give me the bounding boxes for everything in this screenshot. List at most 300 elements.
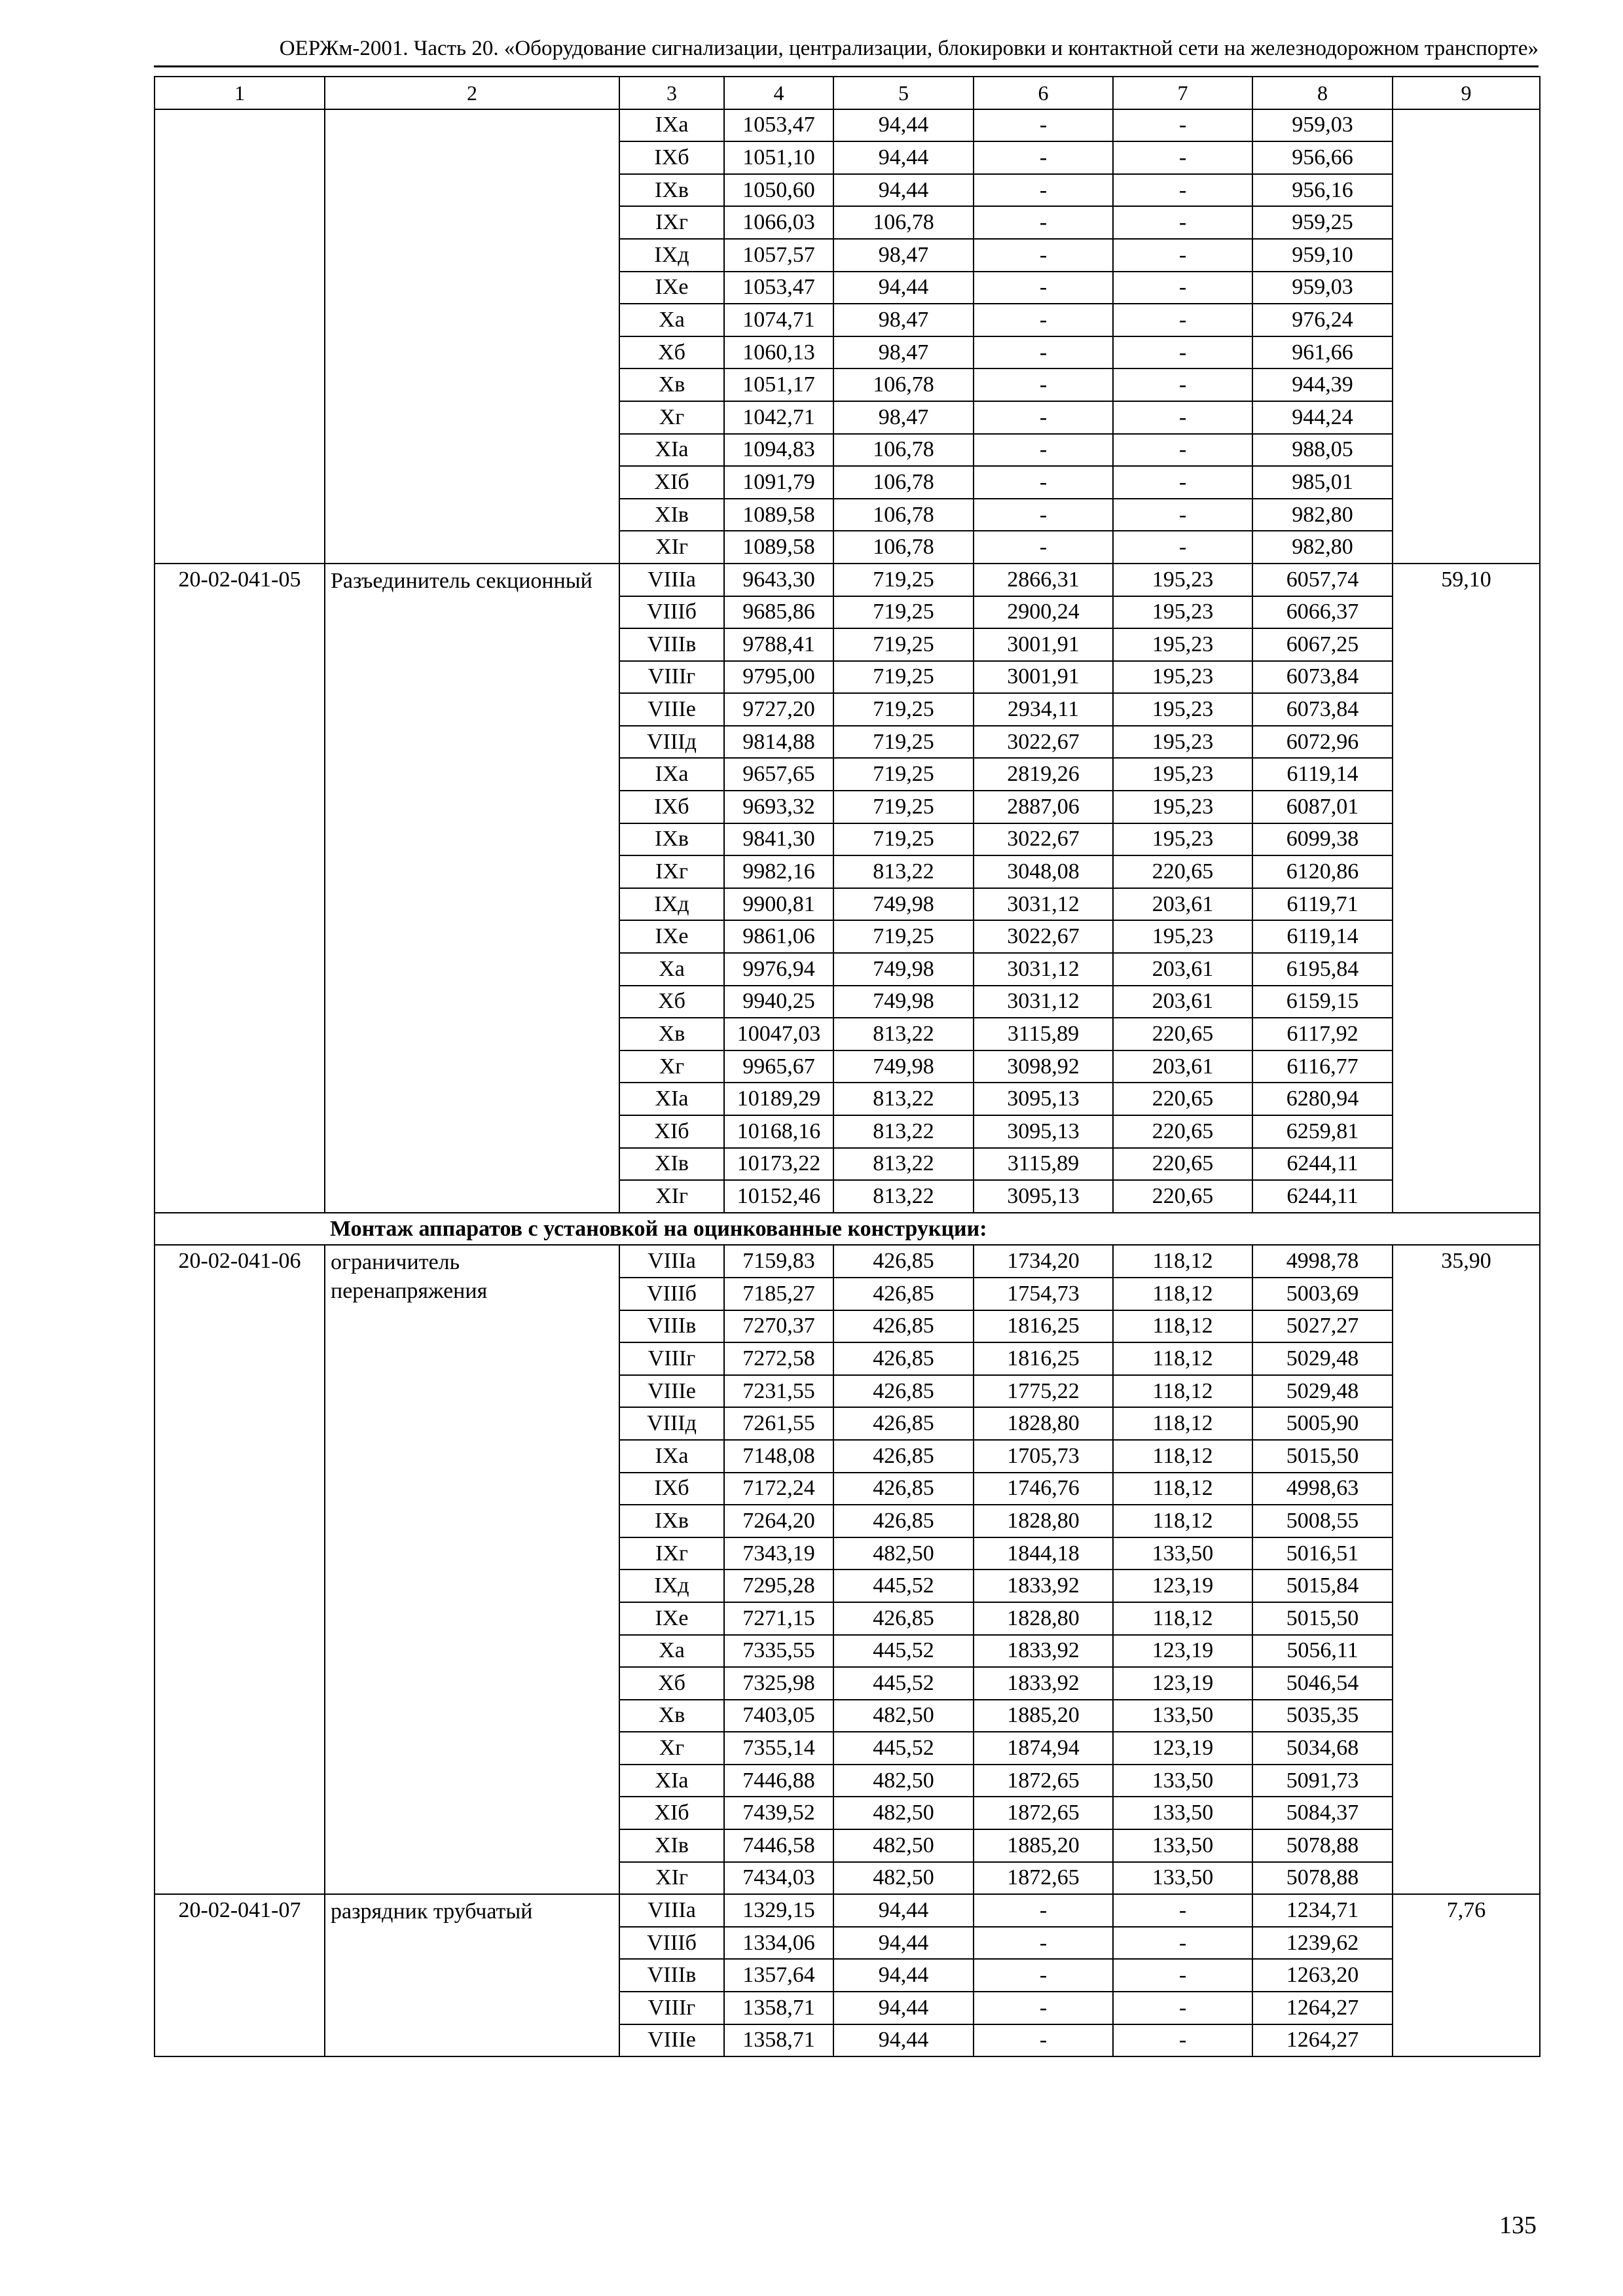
zone-code: XIб [619, 1797, 724, 1829]
machine-costs: 2900,24 [974, 596, 1113, 629]
machine-costs: - [974, 499, 1113, 531]
zone-code: IXа [619, 1440, 724, 1473]
machine-costs: 3031,12 [974, 986, 1113, 1018]
labor-wages: 94,44 [833, 2024, 974, 2057]
column-number: 8 [1252, 77, 1393, 109]
machinist-wages: 123,19 [1113, 1732, 1252, 1765]
machinist-wages: 118,12 [1113, 1278, 1252, 1310]
section-heading: Монтаж аппаратов с установкой на оцинкованные конструкции: [325, 1213, 1540, 1246]
zone-code: XIв [619, 499, 724, 531]
direct-costs: 9693,32 [724, 791, 833, 823]
zone-code: XIб [619, 1115, 724, 1148]
materials-costs: 6099,38 [1252, 823, 1393, 856]
rate-code [155, 109, 325, 564]
section-heading-row [155, 1213, 1540, 1246]
materials-costs: 6073,84 [1252, 661, 1393, 694]
direct-costs: 1066,03 [724, 206, 833, 239]
zone-code: Xг [619, 401, 724, 434]
labor-wages: 98,47 [833, 239, 974, 272]
direct-costs: 7270,37 [724, 1310, 833, 1343]
materials-costs: 5027,27 [1252, 1310, 1393, 1343]
labor-wages: 106,78 [833, 206, 974, 239]
zone-code: XIг [619, 1180, 724, 1213]
labor-wages: 94,44 [833, 1992, 974, 2024]
rate-code: 20-02-041-05 [155, 564, 325, 1213]
machinist-wages: 123,19 [1113, 1667, 1252, 1700]
zone-code: Xа [619, 953, 724, 986]
direct-costs: 9841,30 [724, 823, 833, 856]
machine-costs: 2819,26 [974, 758, 1113, 791]
direct-costs: 1053,47 [724, 272, 833, 304]
machine-costs: 1705,73 [974, 1440, 1113, 1473]
zone-code: XIг [619, 1862, 724, 1895]
zone-code: VIIIг [619, 1342, 724, 1375]
machine-costs: 2866,31 [974, 564, 1113, 596]
materials-costs: 985,01 [1252, 466, 1393, 499]
labor-wages: 719,25 [833, 758, 974, 791]
machinist-wages: 118,12 [1113, 1375, 1252, 1408]
materials-costs: 956,66 [1252, 141, 1393, 174]
materials-costs: 961,66 [1252, 336, 1393, 369]
zone-code: Xа [619, 1635, 724, 1668]
machinist-wages: 220,65 [1113, 1148, 1252, 1181]
zone-code: XIа [619, 1765, 724, 1797]
zone-code: IXа [619, 758, 724, 791]
labor-wages: 445,52 [833, 1667, 974, 1700]
materials-costs: 5015,50 [1252, 1440, 1393, 1473]
materials-costs: 6087,01 [1252, 791, 1393, 823]
materials-costs: 6120,86 [1252, 855, 1393, 888]
zone-code: VIIIе [619, 2024, 724, 2057]
labor-wages: 445,52 [833, 1570, 974, 1602]
materials-costs: 4998,63 [1252, 1473, 1393, 1505]
direct-costs: 7446,88 [724, 1765, 833, 1797]
materials-costs: 6073,84 [1252, 693, 1393, 726]
machine-costs: 3095,13 [974, 1180, 1113, 1213]
materials-costs: 6244,11 [1252, 1180, 1393, 1213]
materials-costs: 5005,90 [1252, 1407, 1393, 1440]
zone-code: IXв [619, 823, 724, 856]
materials-costs: 959,10 [1252, 239, 1393, 272]
page-number: 135 [1499, 2212, 1537, 2239]
zone-code: VIIIа [619, 1245, 724, 1278]
labor-wages: 719,25 [833, 726, 974, 759]
machinist-wages: 195,23 [1113, 758, 1252, 791]
machinist-wages: - [1113, 109, 1252, 142]
machine-costs: - [974, 531, 1113, 564]
labor-hours [1393, 109, 1540, 564]
machinist-wages: - [1113, 336, 1252, 369]
machine-costs: 1844,18 [974, 1537, 1113, 1570]
table-row [155, 109, 1540, 142]
machine-costs: - [974, 1927, 1113, 1960]
machine-costs: 1872,65 [974, 1862, 1113, 1895]
column-number: 3 [619, 77, 724, 109]
machine-costs: 3115,89 [974, 1148, 1113, 1181]
direct-costs: 7231,55 [724, 1375, 833, 1408]
work-name: разрядник трубчатый [325, 1894, 619, 2056]
direct-costs: 7271,15 [724, 1602, 833, 1635]
zone-code: IXб [619, 1473, 724, 1505]
direct-costs: 7434,03 [724, 1862, 833, 1895]
machine-costs: 1828,80 [974, 1407, 1113, 1440]
machine-costs: 1828,80 [974, 1505, 1113, 1537]
labor-wages: 94,44 [833, 141, 974, 174]
direct-costs: 1042,71 [724, 401, 833, 434]
machine-costs: - [974, 368, 1113, 401]
zone-code: IXд [619, 1570, 724, 1602]
machine-costs: 3022,67 [974, 823, 1113, 856]
materials-costs: 5078,88 [1252, 1862, 1393, 1895]
materials-costs: 5084,37 [1252, 1797, 1393, 1829]
labor-wages: 749,98 [833, 1050, 974, 1083]
direct-costs: 9976,94 [724, 953, 833, 986]
machinist-wages: - [1113, 304, 1252, 336]
machine-costs: 1775,22 [974, 1375, 1113, 1408]
zone-code: VIIIв [619, 1959, 724, 1992]
machine-costs: 1828,80 [974, 1602, 1113, 1635]
direct-costs: 9940,25 [724, 986, 833, 1018]
direct-costs: 7185,27 [724, 1278, 833, 1310]
machine-costs: 1833,92 [974, 1667, 1113, 1700]
direct-costs: 7325,98 [724, 1667, 833, 1700]
direct-costs: 9727,20 [724, 693, 833, 726]
zone-code: Xв [619, 368, 724, 401]
column-number: 2 [325, 77, 619, 109]
machinist-wages: 220,65 [1113, 1180, 1252, 1213]
zone-code: Xб [619, 986, 724, 1018]
labor-wages: 426,85 [833, 1342, 974, 1375]
machinist-wages: - [1113, 272, 1252, 304]
labor-wages: 94,44 [833, 1959, 974, 1992]
materials-costs: 4998,78 [1252, 1245, 1393, 1278]
labor-wages: 106,78 [833, 466, 974, 499]
machinist-wages: - [1113, 368, 1252, 401]
direct-costs: 10173,22 [724, 1148, 833, 1181]
zone-code: VIIIе [619, 693, 724, 726]
direct-costs: 9643,30 [724, 564, 833, 596]
machinist-wages: 118,12 [1113, 1342, 1252, 1375]
machine-costs: - [974, 434, 1113, 467]
machinist-wages: 195,23 [1113, 920, 1252, 953]
zone-code: VIIIа [619, 564, 724, 596]
direct-costs: 1057,57 [724, 239, 833, 272]
machinist-wages: 203,61 [1113, 1050, 1252, 1083]
zone-code: IXг [619, 1537, 724, 1570]
machine-costs: - [974, 401, 1113, 434]
column-number-row [155, 77, 1540, 109]
table-row [155, 1894, 1540, 1927]
direct-costs: 9657,65 [724, 758, 833, 791]
materials-costs: 976,24 [1252, 304, 1393, 336]
materials-costs: 6057,74 [1252, 564, 1393, 596]
materials-costs: 6066,37 [1252, 596, 1393, 629]
materials-costs: 6072,96 [1252, 726, 1393, 759]
work-name: ограничитель перенапряжения [325, 1245, 619, 1894]
direct-costs: 9814,88 [724, 726, 833, 759]
direct-costs: 7272,58 [724, 1342, 833, 1375]
direct-costs: 10047,03 [724, 1018, 833, 1050]
direct-costs: 9861,06 [724, 920, 833, 953]
direct-costs: 1334,06 [724, 1927, 833, 1960]
labor-wages: 106,78 [833, 368, 974, 401]
machine-costs: 1746,76 [974, 1473, 1113, 1505]
materials-costs: 5035,35 [1252, 1700, 1393, 1732]
machinist-wages: 133,50 [1113, 1862, 1252, 1895]
machinist-wages: 118,12 [1113, 1505, 1252, 1537]
direct-costs: 9900,81 [724, 888, 833, 921]
machine-costs: - [974, 272, 1113, 304]
labor-wages: 813,22 [833, 1180, 974, 1213]
zone-code: XIв [619, 1148, 724, 1181]
labor-wages: 426,85 [833, 1310, 974, 1343]
machine-costs: - [974, 2024, 1113, 2057]
machine-costs: 3022,67 [974, 920, 1113, 953]
machinist-wages: 195,23 [1113, 661, 1252, 694]
materials-costs: 1264,27 [1252, 1992, 1393, 2024]
machinist-wages: 195,23 [1113, 628, 1252, 661]
materials-costs: 5034,68 [1252, 1732, 1393, 1765]
machine-costs: - [974, 109, 1113, 142]
labor-wages: 482,50 [833, 1537, 974, 1570]
column-number: 5 [833, 77, 974, 109]
machinist-wages: - [1113, 239, 1252, 272]
machinist-wages: 133,50 [1113, 1537, 1252, 1570]
machine-costs: - [974, 239, 1113, 272]
zone-code: VIIIд [619, 726, 724, 759]
materials-costs: 982,80 [1252, 531, 1393, 564]
machine-costs: - [974, 304, 1113, 336]
materials-costs: 959,03 [1252, 272, 1393, 304]
machine-costs: - [974, 336, 1113, 369]
materials-costs: 5029,48 [1252, 1342, 1393, 1375]
materials-costs: 5015,84 [1252, 1570, 1393, 1602]
labor-wages: 426,85 [833, 1407, 974, 1440]
zone-code: IXе [619, 920, 724, 953]
materials-costs: 6119,71 [1252, 888, 1393, 921]
materials-costs: 6259,81 [1252, 1115, 1393, 1148]
labor-wages: 445,52 [833, 1635, 974, 1668]
machinist-wages: 195,23 [1113, 726, 1252, 759]
header-rule [154, 65, 1539, 67]
machine-costs: - [974, 1992, 1113, 2024]
machinist-wages: 118,12 [1113, 1407, 1252, 1440]
machinist-wages: 195,23 [1113, 823, 1252, 856]
machinist-wages: 118,12 [1113, 1245, 1252, 1278]
machine-costs: 3098,92 [974, 1050, 1113, 1083]
labor-wages: 719,25 [833, 920, 974, 953]
machinist-wages: - [1113, 499, 1252, 531]
zone-code: VIIIд [619, 1407, 724, 1440]
labor-wages: 445,52 [833, 1732, 974, 1765]
zone-code: XIа [619, 1083, 724, 1115]
materials-costs: 6116,77 [1252, 1050, 1393, 1083]
direct-costs: 9965,67 [724, 1050, 833, 1083]
zone-code: IXа [619, 109, 724, 142]
machine-costs: 3095,13 [974, 1115, 1113, 1148]
zone-code: VIIIа [619, 1894, 724, 1927]
machine-costs: 3031,12 [974, 888, 1113, 921]
direct-costs: 1357,64 [724, 1959, 833, 1992]
labor-wages: 106,78 [833, 499, 974, 531]
labor-wages: 426,85 [833, 1473, 974, 1505]
labor-wages: 426,85 [833, 1602, 974, 1635]
machinist-wages: - [1113, 466, 1252, 499]
zone-code: XIа [619, 434, 724, 467]
rates-table-body [155, 77, 1540, 2056]
zone-code: XIб [619, 466, 724, 499]
direct-costs: 7261,55 [724, 1407, 833, 1440]
direct-costs: 7264,20 [724, 1505, 833, 1537]
labor-wages: 719,25 [833, 596, 974, 629]
direct-costs: 7446,58 [724, 1829, 833, 1862]
rate-code: 20-02-041-06 [155, 1245, 325, 1894]
labor-wages: 98,47 [833, 336, 974, 369]
labor-hours: 35,90 [1393, 1245, 1540, 1894]
materials-costs: 959,25 [1252, 206, 1393, 239]
materials-costs: 6119,14 [1252, 920, 1393, 953]
machinist-wages: - [1113, 206, 1252, 239]
direct-costs: 1060,13 [724, 336, 833, 369]
direct-costs: 1051,10 [724, 141, 833, 174]
zone-code: VIIIб [619, 1927, 724, 1960]
materials-costs: 944,24 [1252, 401, 1393, 434]
labor-wages: 94,44 [833, 174, 974, 207]
materials-costs: 6195,84 [1252, 953, 1393, 986]
direct-costs: 7343,19 [724, 1537, 833, 1570]
materials-costs: 5029,48 [1252, 1375, 1393, 1408]
work-name [325, 109, 619, 564]
machine-costs: 1872,65 [974, 1765, 1113, 1797]
zone-code: VIIIб [619, 596, 724, 629]
labor-wages: 719,25 [833, 628, 974, 661]
labor-wages: 426,85 [833, 1375, 974, 1408]
machinist-wages: 123,19 [1113, 1635, 1252, 1668]
zone-code: IXг [619, 855, 724, 888]
zone-code: IXд [619, 888, 724, 921]
running-header: ОЕРЖм-2001. Часть 20. «Оборудование сигнализации, централизации, блокировки и контактной сети на железнодорожном транспорте» [279, 37, 1539, 60]
zone-code: IXе [619, 1602, 724, 1635]
machine-costs: 1885,20 [974, 1700, 1113, 1732]
labor-wages: 719,25 [833, 564, 974, 596]
machinist-wages: 220,65 [1113, 1083, 1252, 1115]
direct-costs: 1074,71 [724, 304, 833, 336]
direct-costs: 9982,16 [724, 855, 833, 888]
machinist-wages: - [1113, 174, 1252, 207]
zone-code: Xб [619, 1667, 724, 1700]
materials-costs: 956,16 [1252, 174, 1393, 207]
zone-code: VIIIг [619, 661, 724, 694]
machine-costs: - [974, 1894, 1113, 1927]
direct-costs: 9795,00 [724, 661, 833, 694]
labor-wages: 482,50 [833, 1829, 974, 1862]
zone-code: VIIIг [619, 1992, 724, 2024]
machinist-wages: - [1113, 1894, 1252, 1927]
direct-costs: 1089,58 [724, 499, 833, 531]
zone-code: IXе [619, 272, 724, 304]
labor-wages: 813,22 [833, 1148, 974, 1181]
materials-costs: 988,05 [1252, 434, 1393, 467]
column-number: 1 [155, 77, 325, 109]
labor-wages: 482,50 [833, 1797, 974, 1829]
machinist-wages: 118,12 [1113, 1473, 1252, 1505]
zone-code: VIIIб [619, 1278, 724, 1310]
materials-costs: 5008,55 [1252, 1505, 1393, 1537]
direct-costs: 7295,28 [724, 1570, 833, 1602]
labor-hours: 59,10 [1393, 564, 1540, 1213]
machine-costs: 3095,13 [974, 1083, 1113, 1115]
labor-wages: 94,44 [833, 272, 974, 304]
materials-costs: 5091,73 [1252, 1765, 1393, 1797]
direct-costs: 7148,08 [724, 1440, 833, 1473]
direct-costs: 7439,52 [724, 1797, 833, 1829]
labor-wages: 719,25 [833, 693, 974, 726]
machinist-wages: 203,61 [1113, 986, 1252, 1018]
work-name: Разъединитель секционный [325, 564, 619, 1213]
materials-costs: 1234,71 [1252, 1894, 1393, 1927]
machine-costs: - [974, 174, 1113, 207]
zone-code: Xа [619, 304, 724, 336]
labor-wages: 719,25 [833, 791, 974, 823]
zone-code: IXб [619, 141, 724, 174]
machinist-wages: - [1113, 1992, 1252, 2024]
labor-wages: 94,44 [833, 109, 974, 142]
materials-costs: 6119,14 [1252, 758, 1393, 791]
labor-wages: 749,98 [833, 888, 974, 921]
zone-code: IXв [619, 1505, 724, 1537]
labor-wages: 482,50 [833, 1700, 974, 1732]
labor-wages: 482,50 [833, 1765, 974, 1797]
materials-costs: 5016,51 [1252, 1537, 1393, 1570]
machinist-wages: - [1113, 401, 1252, 434]
labor-wages: 813,22 [833, 855, 974, 888]
direct-costs: 1094,83 [724, 434, 833, 467]
machinist-wages: 133,50 [1113, 1765, 1252, 1797]
labor-wages: 813,22 [833, 1018, 974, 1050]
machinist-wages: - [1113, 141, 1252, 174]
machinist-wages: - [1113, 531, 1252, 564]
materials-costs: 5015,50 [1252, 1602, 1393, 1635]
labor-hours: 7,76 [1393, 1894, 1540, 2056]
machine-costs: 1754,73 [974, 1278, 1113, 1310]
table-row [155, 1245, 1540, 1278]
materials-costs: 6117,92 [1252, 1018, 1393, 1050]
machine-costs: 2887,06 [974, 791, 1113, 823]
direct-costs: 1089,58 [724, 531, 833, 564]
column-number: 4 [724, 77, 833, 109]
machinist-wages: - [1113, 1959, 1252, 1992]
machinist-wages: 133,50 [1113, 1829, 1252, 1862]
machinist-wages: 220,65 [1113, 1018, 1252, 1050]
labor-wages: 813,22 [833, 1115, 974, 1148]
machinist-wages: 220,65 [1113, 1115, 1252, 1148]
column-number: 6 [974, 77, 1113, 109]
labor-wages: 98,47 [833, 304, 974, 336]
machine-costs: 3001,91 [974, 628, 1113, 661]
direct-costs: 7355,14 [724, 1732, 833, 1765]
machine-costs: 3031,12 [974, 953, 1113, 986]
machinist-wages: 133,50 [1113, 1797, 1252, 1829]
rate-code: 20-02-041-07 [155, 1894, 325, 2056]
machinist-wages: 133,50 [1113, 1700, 1252, 1732]
direct-costs: 7159,83 [724, 1245, 833, 1278]
machine-costs: 3022,67 [974, 726, 1113, 759]
machine-costs: - [974, 206, 1113, 239]
machine-costs: 1833,92 [974, 1570, 1113, 1602]
labor-wages: 94,44 [833, 1927, 974, 1960]
machinist-wages: 118,12 [1113, 1310, 1252, 1343]
labor-wages: 98,47 [833, 401, 974, 434]
